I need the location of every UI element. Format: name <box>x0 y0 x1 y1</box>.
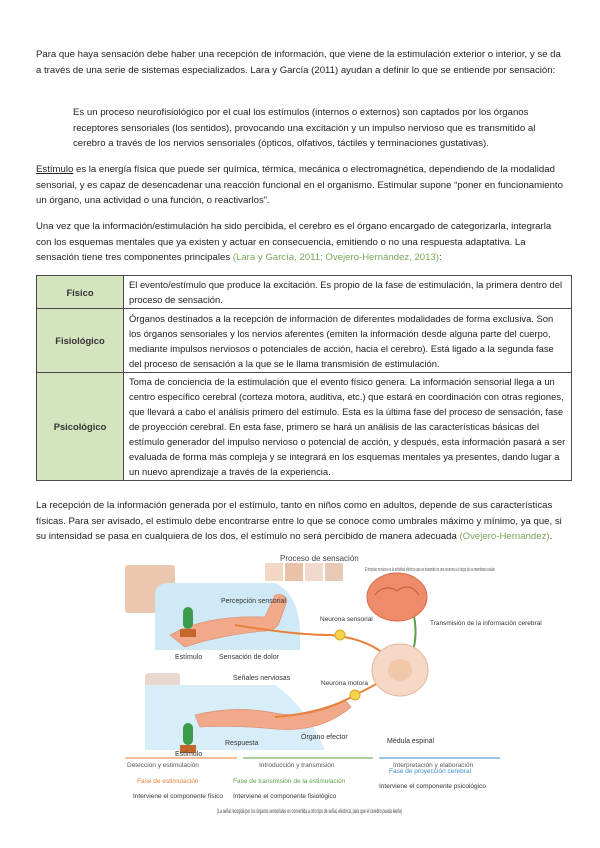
cactus-icon <box>183 723 193 745</box>
figure-footnote: (La señal recogida por los órganos sensoriales es convertida a otro tipo de señal, eléctrica, para que el cerebro pueda leerla) <box>217 809 402 815</box>
components-text: Una vez que la información/estimulación ha sido percibida, el cerebro es el órgano encargado de categorizarla, integrarla con los esquemas mentales que ya existen y actuar en consecuencia, emitiendo o no una respuesta adaptativa. La sensación tiene tres componentes principales <box>36 221 552 263</box>
stage-component-2: Interviene el componente fisiológico <box>233 793 337 800</box>
thumb-photo <box>325 563 343 581</box>
table-row <box>37 309 572 373</box>
thumb-photo <box>265 563 283 581</box>
label-senales: Señales nerviosas <box>233 675 291 682</box>
row-text-fisico: El evento/estímulo que produce la excitación. Es propio de la fase de estimulación, la primera dentro del proceso de sensación. <box>124 276 572 309</box>
row-text-psicologico: Toma de conciencia de la estimulación que el evento físico genera. La información sensorial llega a un centro específico cerebral (corteza motora, auditiva, etc.) que estará en coordinación con otras regiones, que llevará a cabo el análisis primero del estímulo. Esta es la última fase del proceso de sensación, fase de proyección cerebral. En esta fase, primero se hará un análisis de las características básicas del estímulo generador del impulso nervioso o potencial de acción, y después, esta información pasará a ser evaluada de forma más compleja y se integrará en los esquemas mentales ya presentes, dando lugar a un nuevo aprendizaje a través de la experiencia. <box>124 373 572 481</box>
reception-citation: (Ovejero-Hernández) <box>459 531 550 542</box>
stage-phase-1: Fase de estimulación <box>137 778 199 785</box>
estimulo-paragraph <box>36 162 566 209</box>
table-row <box>37 276 572 309</box>
reception-tail: . <box>549 531 553 542</box>
label-neurona-sensorial: Neurona sensorial <box>320 616 373 623</box>
stage-component-3: Interviene el componente psicológico <box>379 783 486 790</box>
estimulo-definition: es la energía física que puede ser química, térmica, mecánica o electromagnética, dependiendo de la modalidad sensorial, y es capaz de desencadenar una reacción funcional en el organismo. Estimular supone “poner en funcionamiento un órgano, una actividad o una función, o reactivarlos”. <box>36 164 563 206</box>
sensory-neuron-icon <box>335 630 345 640</box>
label-respuesta: Respuesta <box>225 740 259 747</box>
label-transmision: Transmisión de la información cerebral <box>430 620 542 627</box>
components-paragraph <box>36 219 566 266</box>
table-row <box>37 373 572 481</box>
estimulo-term: Estímulo <box>36 164 74 175</box>
pot-icon <box>180 629 196 637</box>
components-citation: (Lara y García, 2011; Ovejero-Hernández, 2013) <box>232 252 439 263</box>
stage-title-2: Introducción y transmisión <box>259 762 335 769</box>
row-label-psicologico: Psicológico <box>37 373 124 481</box>
figure-title: Proceso de sensación <box>280 554 359 563</box>
sensation-process-figure <box>125 554 542 830</box>
reception-text: La recepción de la información generada por el estímulo, tanto en niños como en adultos, depende de sus características físicas. Para ser avisado, el estímulo debe encontrarse entre lo que se conoce como umbrales máximo y mínimo, ya que, si su intensidad se pasa en cualquiera de los dos, el estímulo no será percibido de manera adecuada <box>36 500 562 542</box>
label-estimulo-bottom: Estímulo <box>175 751 203 758</box>
thumb-photo <box>285 563 303 581</box>
components-tail: : <box>439 252 442 263</box>
label-estimulo-top: Estímulo <box>175 654 203 661</box>
stage-title-1: Detección y estimulación <box>127 762 199 769</box>
row-label-fisiologico: Fisiológico <box>37 309 124 373</box>
intro-paragraph: Para que haya sensación debe haber una recepción de información, que viene de la estimulación exterior o interior, y se da a través de una serie de sistemas especializados. Lara y García (2011) ayudan a definir lo que se entiende por sensación: <box>36 49 561 76</box>
spinal-cord-core <box>388 659 412 681</box>
stage-phase-2: Fase de transmisión de la estimulación <box>233 778 346 785</box>
sensation-diagram <box>125 554 542 830</box>
stage-title-3: Interpretación y elaboración <box>393 762 474 769</box>
label-percepcion: Percepción sensorial <box>221 598 286 605</box>
row-text-fisiologico: Órganos destinados a la recepción de información de diferentes modalidades de forma exclusiva. Son los órganos sensoriales y los nervios aferentes (emiten la información desde alguna parte del cuerpo, mediante impulsos nerviosos o potenciales de acción, hacia el cerebro). Está ligado a la segunda fase del proceso de sensación a la que se le llama transmisión de estimulación. <box>124 309 572 373</box>
label-medula: Médula espinal <box>387 738 435 745</box>
thumb-photo <box>305 563 323 581</box>
reception-paragraph <box>36 498 572 545</box>
definition-quote: Es un proceso neurofisiológico por el cual los estímulos (internos o externos) son captados por los órganos receptores sensoriales (los sentidos), provocando una excitación y un impulso nervioso que es transmitido al cerebro a través de los nervios sensoriales (ópticos, olfativos, táctiles y terminaciones gustativas). <box>73 107 536 149</box>
row-label-fisico: Físico <box>37 276 124 309</box>
components-table <box>36 275 572 481</box>
label-sensacion-dolor: Sensación de dolor <box>219 654 279 661</box>
stage-component-1: Interviene el componente físico <box>133 793 224 800</box>
label-neurona-motora: Neurona motora <box>321 680 368 687</box>
brain-note: El impulso nervioso es la actividad eléctrica que se transmite en una neurona a lo largo de su membrana celular <box>365 567 496 573</box>
stage-phase-3: Fase de proyección cerebral <box>389 768 472 775</box>
label-organo-efector: Órgano efector <box>301 734 348 741</box>
brain-icon <box>367 573 427 621</box>
motor-neuron-icon <box>350 690 360 700</box>
cactus-icon <box>183 607 193 629</box>
